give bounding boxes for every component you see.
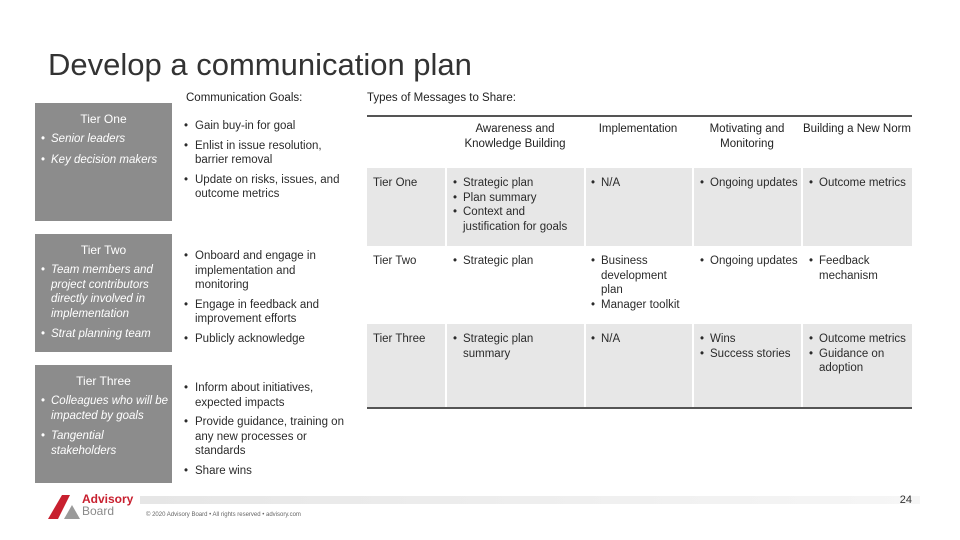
table-row	[367, 324, 912, 407]
table-top-rule	[367, 115, 912, 117]
message-types-table	[367, 115, 912, 409]
cell-item: • Ongoing updates	[700, 254, 800, 269]
table-cell	[700, 332, 800, 361]
audience-item: • Strat planning team	[41, 327, 168, 342]
cell-item: • Ongoing updates	[700, 176, 800, 191]
goal-item: • Publicly acknowledge	[184, 332, 344, 347]
column-divider	[584, 168, 586, 246]
audience-item: • Colleagues who will be impacted by goals	[41, 394, 168, 423]
cell-item: • Outcome metrics	[809, 332, 909, 347]
column-header: Awareness and Knowledge Building	[464, 123, 566, 150]
tier-one-goals	[184, 119, 344, 207]
table-cell	[453, 332, 583, 361]
audience-item: • Senior leaders	[41, 132, 168, 147]
cell-item: • N/A	[591, 332, 691, 347]
column-divider	[801, 168, 803, 246]
table-cell	[591, 254, 691, 312]
footer-bar	[140, 496, 920, 504]
table-bottom-rule	[367, 407, 912, 409]
audience-item: • Key decision makers	[41, 153, 168, 168]
cell-item: • Business development plan	[591, 254, 691, 298]
logo-wordmark	[82, 493, 133, 517]
cell-item: • Strategic plan summary	[453, 332, 583, 361]
table-row	[367, 168, 912, 246]
logo-line-2: Board	[82, 504, 115, 518]
cell-item: • Success stories	[700, 347, 800, 362]
row-tier-label: Tier Three	[373, 333, 426, 345]
cell-item: • Guidance on adoption	[809, 347, 909, 376]
goal-item: • Onboard and engage in implementation and monitoring	[184, 249, 344, 293]
cell-item: • Context and justification for goals	[453, 205, 583, 234]
cell-item: • Plan summary	[453, 191, 583, 206]
cell-item: • N/A	[591, 176, 691, 191]
goal-item: • Inform about initiatives, expected impacts	[184, 381, 344, 410]
cell-item: • Strategic plan	[453, 176, 583, 191]
table-cell	[809, 176, 909, 191]
goal-item: • Enlist in issue resolution, barrier removal	[184, 139, 344, 168]
goal-item: • Update on risks, issues, and outcome metrics	[184, 173, 344, 202]
row-tier-label: Tier Two	[373, 255, 417, 267]
table-cell	[453, 176, 583, 234]
column-divider	[692, 168, 694, 246]
column-divider	[445, 168, 447, 246]
column-header: Implementation	[598, 123, 678, 135]
cell-item: • Outcome metrics	[809, 176, 909, 191]
column-divider	[692, 324, 694, 407]
goal-item: • Engage in feedback and improvement efforts	[184, 298, 344, 327]
table-cell	[453, 254, 583, 269]
table-cell	[700, 176, 800, 191]
column-header: Building a New Norm	[803, 123, 912, 135]
cell-item: • Manager toolkit	[591, 298, 691, 313]
cell-item: • Feedback mechanism	[809, 254, 909, 283]
table-cell	[591, 332, 691, 347]
table-row	[367, 246, 912, 324]
types-heading: Types of Messages to Share:	[367, 92, 516, 104]
table-cell	[700, 254, 800, 269]
cell-item: • Strategic plan	[453, 254, 583, 269]
tier-name: Tier Two	[80, 243, 127, 257]
column-divider	[445, 324, 447, 407]
tier-name: Tier Three	[76, 374, 131, 388]
audience-item: • Team members and project contributors directly involved in implementation	[41, 263, 168, 321]
tier-two-goals	[184, 249, 344, 351]
column-divider	[801, 324, 803, 407]
goal-item: • Gain buy-in for goal	[184, 119, 344, 134]
table-cell	[809, 332, 909, 376]
logo-line-1: Advisory	[82, 492, 134, 506]
column-header: Motivating and Monitoring	[709, 123, 785, 150]
cell-item: • Wins	[700, 332, 800, 347]
tier-one-box	[35, 103, 172, 221]
tier-three-box	[35, 365, 172, 483]
goal-item: • Provide guidance, training on any new processes or standards	[184, 415, 344, 459]
tier-three-goals	[184, 381, 344, 483]
page-title: Develop a communication plan	[48, 47, 472, 82]
page-number: 24	[899, 494, 912, 506]
tier-two-box	[35, 234, 172, 352]
table-cell	[809, 254, 909, 283]
copyright-text: © 2020 Advisory Board • All rights reserved • advisory.com	[146, 512, 301, 518]
goals-heading: Communication Goals:	[186, 92, 303, 104]
column-divider	[584, 324, 586, 407]
audience-item: • Tangential stakeholders	[41, 429, 168, 458]
goal-item: • Share wins	[184, 464, 344, 479]
row-tier-label: Tier One	[373, 177, 418, 189]
table-cell	[591, 176, 691, 191]
tier-name: Tier One	[80, 112, 127, 126]
